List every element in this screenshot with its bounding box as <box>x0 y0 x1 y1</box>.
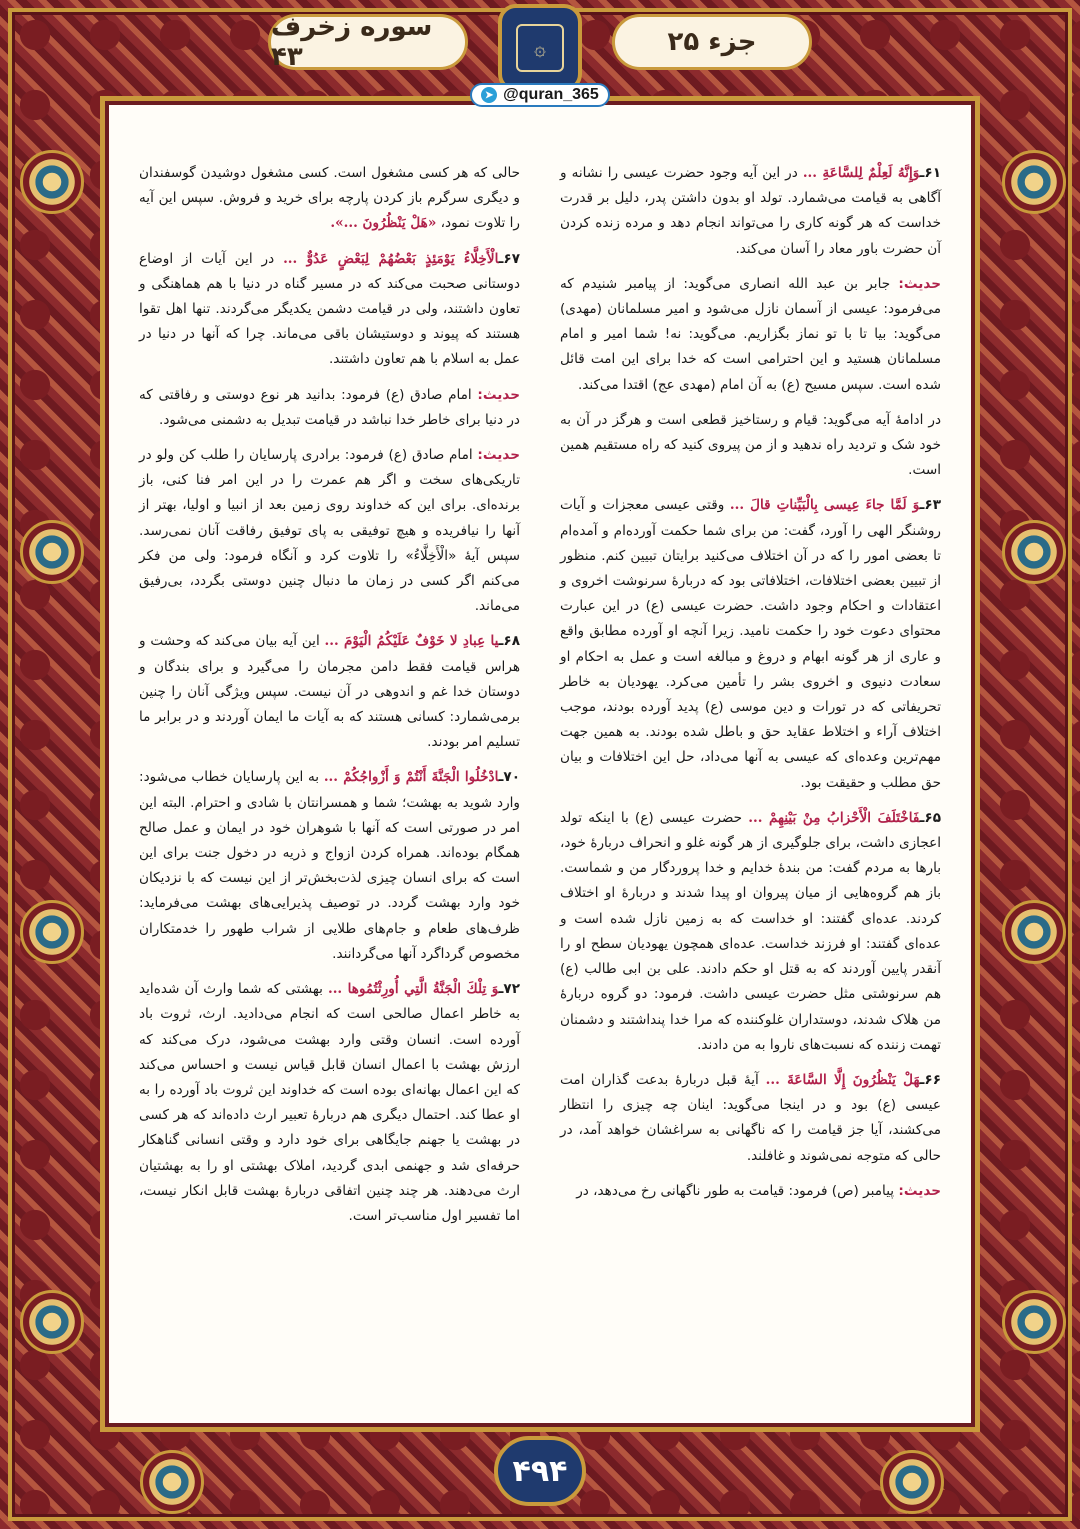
verse-number: ۷۲ـ <box>498 981 520 998</box>
commentary-text: آیهٔ قبل دربارهٔ بدعت گذاران امت عیسی (ع) بود و در اینجا می‌گوید: اینان چه چیزی را انتظار می‌کشند، آیا جز قیامت را که ناگهانی به سراغشان خواهد آمد، در حالی که متوجه نمی‌شوند و غافلند. <box>560 1071 941 1164</box>
channel-handle: @quran_365 <box>503 86 599 103</box>
page-number: ۴۹۴ <box>494 1436 586 1506</box>
commentary-paragraph <box>139 247 520 373</box>
telegram-icon: ➤ <box>481 87 497 103</box>
ornament-medallion-icon <box>20 520 84 584</box>
left-column <box>139 161 520 1403</box>
commentary-text: در ادامهٔ آیه می‌گوید: قیام و رستاخیز قطعی است و هرگز در آن به خود شک و تردید راه ندهید و از من پیروی کنید که راه مستقیم همین است. <box>560 411 941 479</box>
text-frame <box>100 96 980 1432</box>
commentary-paragraph <box>560 1179 941 1204</box>
commentary-paragraph <box>139 383 520 433</box>
commentary-paragraph <box>560 806 941 1058</box>
ornament-medallion-icon <box>1002 150 1066 214</box>
commentary-text: امام صادق (ع) فرمود: برادری پارسایان را طلب کن ولو در تاریکی‌های سخت و اگر هم عمرت را در این امر فنا کنی، باز برنده‌ای. برای این که خداوند روی زمین بعد از انبیا و اولیا، بهتر از آنها را نیافریده و هیچ توفیقی به پای توفیق رفاقت آنان نمی‌رسد. سپس آیهٔ «الْأَخِلَّاءُ» را تلاوت کرد و آنگاه فرمود: ولی من فکر می‌کنم اگر کسی در زمان ما دنبال چنین دوستی بگردد، بی‌رفیق می‌ماند. <box>139 447 520 615</box>
ayah-text: الْأَخِلَّاءُ يَوْمَئِذٍ بَعْضُهُمْ لِبَعْضٍ عَدُوٌّ ... <box>283 250 499 267</box>
ayah-text: «هَلْ يَنْظُرُونَ ...». <box>330 215 437 232</box>
commentary-paragraph <box>560 1068 941 1169</box>
ornament-medallion-icon <box>20 900 84 964</box>
ornament-medallion-icon <box>1002 1290 1066 1354</box>
hadith-label: حدیث: <box>898 1182 941 1199</box>
commentary-text: وقتی عیسی معجزات و آیات روشنگر الهی را آورد، گفت: من برای شما حکمت آورده‌ام و آمده‌ام تا بعضی امور را که در آن اختلاف می‌کنید برایتان تبیین کنم. منظور از تبیین بعضی اختلافات، اختلافاتی بود که دربارهٔ سرنوشت اخروی و اعتقادات و احکام وجود داشت. حضرت عیسی (ع) در این عبارت محتوای دعوت خود را حکمت نامید. زیرا آنچه او آورده مطابق واقع و عاری از هر گونه ابهام و دروغ و مبالغه است و عمل به احکام او سعادت دنیوی و اخروی بشر را تأمین می‌کرد. یهودیان به خاطر تحریفاتی که در تورات و دین موسی (ع) پدید آورده بودند، موجب اختلاف آراء و اختلاط عقاید حق و باطل شده بودند. به همین جهت مهم‌ترین وعده‌ای که عیسی به آنها می‌داد، حل این اختلافات و بیان حق مطلب و حقیقت بود. <box>560 497 941 791</box>
commentary-paragraph <box>560 272 941 398</box>
juz-label: جزء ۲۵ <box>612 14 812 70</box>
surah-label: سوره زخرف ۴۳ <box>268 14 468 70</box>
ayah-text: فَاخْتَلَفَ الْأَحْزابُ مِنْ بَيْنِهِمْ ... <box>748 809 920 826</box>
channel-tag[interactable] <box>470 83 610 107</box>
commentary-text: پیامبر (ص) فرمود: قیامت به طور ناگهانی رخ می‌دهد، در <box>576 1182 899 1199</box>
commentary-paragraph <box>139 977 520 1229</box>
ornament-medallion-icon <box>20 150 84 214</box>
quran-emblem <box>498 4 582 92</box>
hadith-label: حدیث: <box>477 386 520 403</box>
ayah-text: ادْخُلُوا الْجَنَّةَ أَنْتُمْ وَ أَزْواجُكُمْ ... <box>323 769 499 786</box>
text-columns <box>139 161 941 1403</box>
commentary-text: بهشتی که شما وارث آن شده‌اید به خاطر اعمال صالحی است که انجام می‌دادید. ارث، ثروت باد آورده است. انسان وقتی وارد بهشت می‌شود، درک می‌کند که ارزش بهشت با اعمال انسان قابل قیاس نیست و احساس می‌کند که این اعمال بهانه‌ای بوده است که خداوند این ثروت باد آورده را به او عطا کند. احتمال دیگری هم دربارهٔ تعبیر ارث داده‌اند که هر کسی در بهشت یا جهنم جایگاهی برای خود دارد و وقتی انسانی گناهکار حرفه‌ای شد و جهنمی ابدی گردید، املاک بهشتی او را به بهشتیان ارث می‌دهند. هر چند چنین اتفاقی دربارهٔ بهشت قابل انکار نیست، اما تفسیر اول مناسب‌تر است. <box>139 981 520 1224</box>
ayah-text: وَإِنَّهُ لَعِلْمٌ لِلسَّاعَةِ ... <box>802 165 920 181</box>
page-content <box>109 105 971 1423</box>
ayah-text: وَ تِلْكَ الْجَنَّةُ الَّتِي أُورِثْتُمُوها ... <box>327 981 499 998</box>
ornament-medallion-icon <box>20 1290 84 1354</box>
commentary-paragraph <box>139 765 520 967</box>
commentary-text: حضرت عیسی (ع) با اینکه تولد اعجازی داشت، برای جلوگیری از هر گونه غلو و انحراف دربارهٔ خود، بارها به مردم گفت: من بندهٔ خدایم و خدا پروردگار من و شماست. باز هم گروه‌هایی از میان پیروان او پیدا شدند و دربارهٔ او اختلاف کردند. عده‌ای گفتند: او خداست که به زمین نازل شده است و عده‌ای گفتند: او فرزند خداست. عده‌ای همچون یهودیان سطح او را آنقدر پایین آوردند که به قتل او حکم دادند. علی بن ابی طالب (ع) هم سرنوشتی مثل حضرت عیسی داشت. فرمود: دو گروه دربارهٔ من هلاک شدند، دوستداران غلوکننده که مرا خدا پنداشتند و دشمنان تهمت زننده که نسبت‌های ناروا به من دادند. <box>560 809 941 1053</box>
commentary-text: این آیه بیان می‌کند که وحشت و هراس قیامت فقط دامن مجرمان را می‌گیرد و برای بندگان و دوستان خدا غم و اندوهی در آن نیست. سپس ویژگی آنان را چنین برمی‌شمارد: کسانی هستند که به آیات ما ایمان آوردند و در برابر ما تسلیم امر بودند. <box>139 633 520 751</box>
commentary-paragraph <box>560 493 941 795</box>
ornament-medallion-icon <box>1002 900 1066 964</box>
hadith-label: حدیث: <box>898 275 941 292</box>
commentary-text: جابر بن عبد الله انصاری می‌گوید: از پیامبر شنیدم که می‌فرمود: عیسی از آسمان نازل می‌شود و امیر مسلمانان (مهدی) می‌گوید: بیا تا با تو نماز بگزاریم. می‌گوید: نه! شما امیر و امام مسلمانان هستید و این احترامی است که خدا برای این امت قائل شده است. سپس مسیح (ع) به آن امام (مهدی عج) اقتدا می‌کند. <box>560 275 941 393</box>
ayah-text: هَلْ يَنْظُرُونَ إِلَّا السَّاعَةَ ... <box>765 1071 920 1088</box>
commentary-text: در این آیات از اوضاع دوستانی صحبت می‌کند که در مسیر گناه در دنیا با هم هماهنگی و تعاون داشتند، ولی در قیامت دشمن یکدیگر می‌گردند. تنها اهل تقوا هستند که پیوند و دوستیشان باقی می‌ماند. چرا که آنها در دنیا در عمل به اسلام با هم تعاون داشتند. <box>139 250 520 368</box>
verse-number: ۶۸ـ <box>498 633 520 650</box>
ornament-medallion-icon <box>140 1450 204 1514</box>
hadith-label: حدیث: <box>477 447 520 464</box>
verse-number: ۶۱ـ <box>919 165 942 181</box>
ornament-medallion-icon <box>1002 520 1066 584</box>
ayah-text: وَ لَمَّا جاءَ عِيسى بِالْبَيِّناتِ قالَ ... <box>729 497 920 514</box>
ayah-text: يا عِبادِ لا خَوْفٌ عَلَيْكُمُ الْيَوْمَ ... <box>324 633 499 650</box>
ornament-medallion-icon <box>880 1450 944 1514</box>
commentary-text: حالی که هر کسی مشغول است. کسی مشغول دوشیدن گوسفندان و دیگری سرگرم باز کردن پارچه برای خرید و فروش. سپس این آیه را تلاوت نمود، <box>139 165 520 232</box>
commentary-text: به این پارسایان خطاب می‌شود: وارد شوید به بهشت؛ شما و همسرانتان با شادی و احترام. البته این امر در صورتی است که آنها با شوهران خود در ایمان و عمل صالح همگام بوده‌اند. همراه کردن ازواج و ذریه در دخول جنت برای این است که برای انسان چیزی لذت‌بخش‌تر از این نیست که با نزدیکان خود وارد بهشت گردد. در توصیف پذیرایی‌های بهشت می‌فرماید: ظرف‌های طعام و جام‌های طلایی از شراب طهور را خدمتکاران مخصوص گرداگرد آنها می‌گردانند. <box>139 769 520 962</box>
commentary-text: امام صادق (ع) فرمود: بدانید هر نوع دوستی و رفاقتی که در دنیا برای خاطر خدا نباشد در قیامت تبدیل به دشمنی می‌شود. <box>139 386 520 428</box>
commentary-paragraph <box>139 161 520 237</box>
verse-number: ۶۷ـ <box>498 250 521 267</box>
commentary-paragraph <box>139 629 520 755</box>
verse-number: ۶۶ـ <box>919 1071 941 1088</box>
right-column <box>560 161 941 1403</box>
commentary-text: در این آیه وجود حضرت عیسی را نشانه و آگاهی به قیامت می‌شمارد. تولد او بدون داشتن پدر، دلیل بر قدرت خداست که هر گونه کاری را می‌تواند انجام دهد و مرده زنده کردن آن حضرت باور معاد را آسان می‌کند. <box>560 165 941 257</box>
verse-number: ۶۳ـ <box>919 497 941 514</box>
commentary-paragraph <box>560 408 941 484</box>
commentary-paragraph <box>139 443 520 619</box>
commentary-paragraph <box>560 161 941 262</box>
verse-number: ۷۰ـ <box>498 769 520 786</box>
verse-number: ۶۵ـ <box>919 809 941 826</box>
quran-emblem-icon: ۞ <box>516 24 564 72</box>
